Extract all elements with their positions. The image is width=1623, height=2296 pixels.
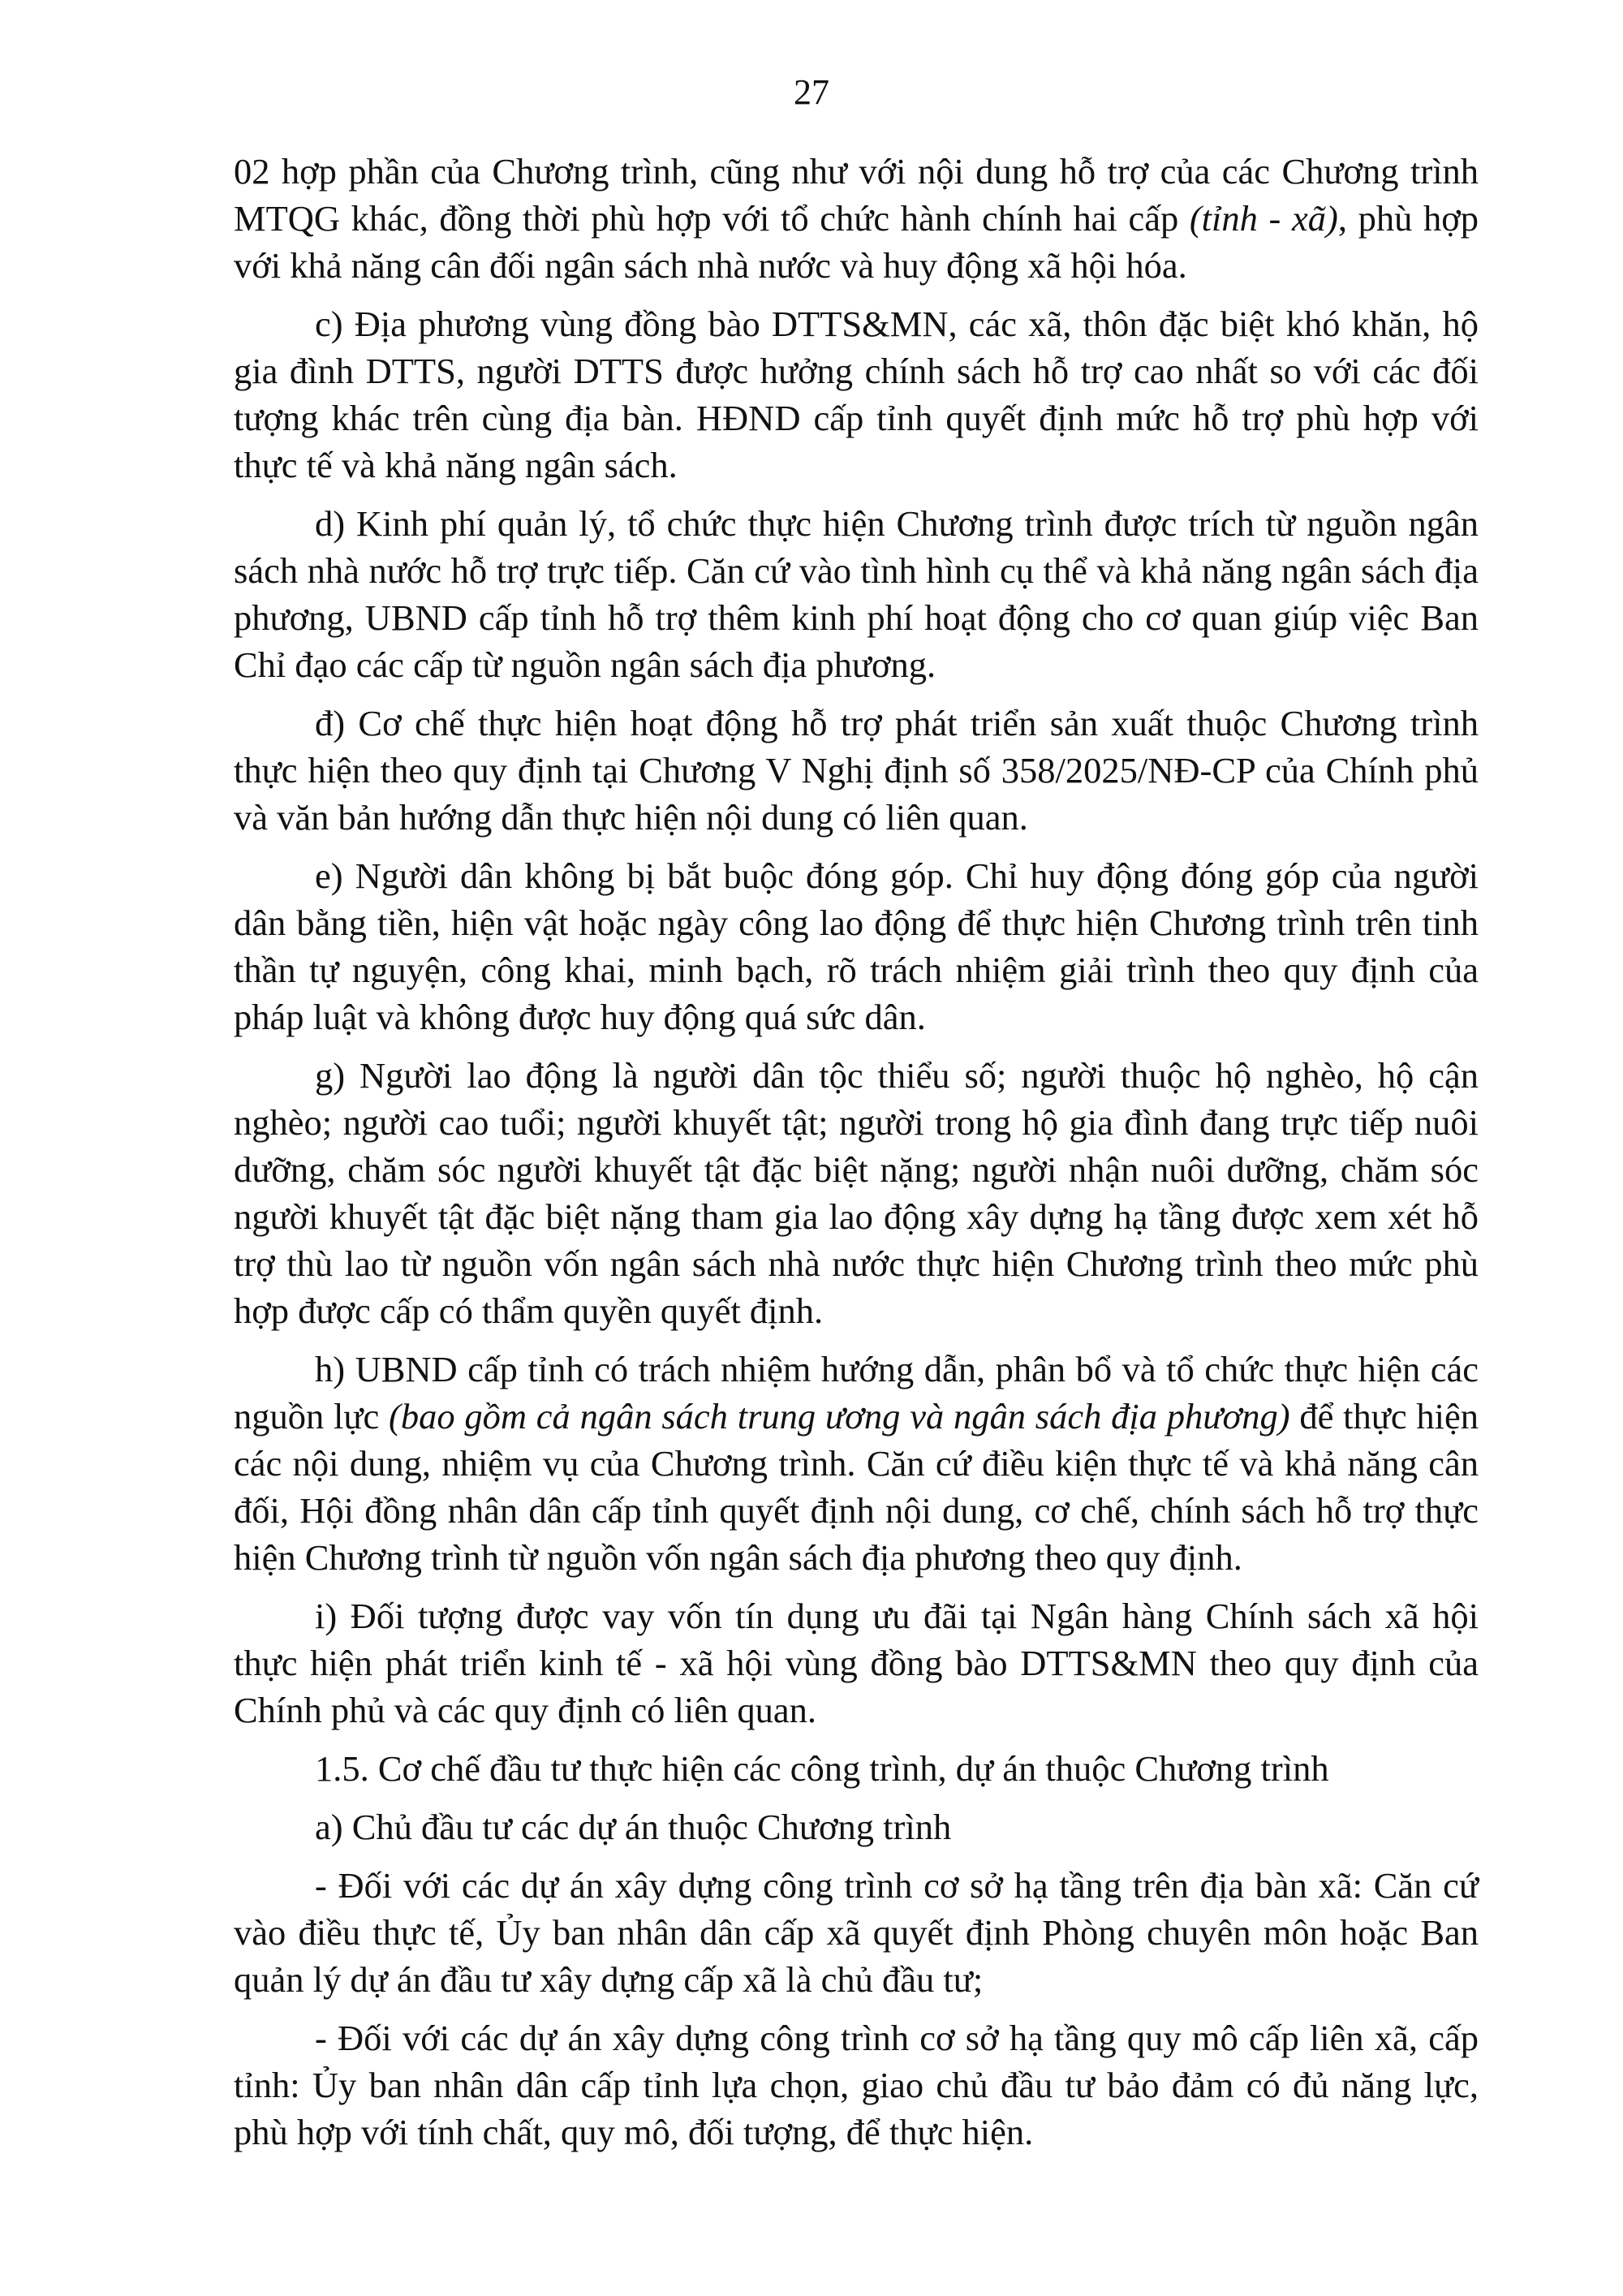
paragraph-text: đ) Cơ chế thực hiện hoạt động hỗ trợ phát triển sản xuất thuộc Chương trình thực hiện theo quy định tại Chương V Nghị định số 358/2025/NĐ-CP của Chính phủ và văn bản hướng dẫn thực hiện nội dung có liên quan. [234, 703, 1479, 838]
paragraph-text: i) Đối tượng được vay vốn tín dụng ưu đãi tại Ngân hàng Chính sách xã hội thực hiện phát triển kinh tế - xã hội vùng đồng bào DTTS&MN theo quy định của Chính phủ và các quy định có liên quan. [234, 1596, 1479, 1730]
paragraph-text: e) Người dân không bị bắt buộc đóng góp. Chỉ huy động đóng góp của người dân bằng tiền, hiện vật hoặc ngày công lao động để thực hiện Chương trình trên tinh thần tự nguyện, công khai, minh bạch, rõ trách nhiệm giải trình theo quy định của pháp luật và không được huy động quá sức dân. [234, 855, 1479, 1037]
paragraph-continuation [234, 148, 1479, 289]
paragraph-text: - Đối với các dự án xây dựng công trình cơ sở hạ tầng quy mô cấp liên xã, cấp tỉnh: Ủy ban nhân dân cấp tỉnh lựa chọn, giao chủ đầu tư bảo đảm có đủ năng lực, phù hợp với tính chất, quy mô, đối tượng, để thực hiện. [234, 2018, 1479, 2152]
paragraph-text: 1.5. Cơ chế đầu tư thực hiện các công trình, dự án thuộc Chương trình [315, 1748, 1329, 1789]
paragraph-text: c) Địa phương vùng đồng bào DTTS&MN, các xã, thôn đặc biệt khó khăn, hộ gia đình DTTS, người DTTS được hưởng chính sách hỗ trợ cao nhất so với các đối tượng khác trên cùng địa bàn. HĐND cấp tỉnh quyết định mức hỗ trợ phù hợp với thực tế và khả năng ngân sách. [234, 304, 1479, 485]
page-number: 27 [794, 72, 829, 112]
paragraph-text: , phù hợp với khả năng cân đối ngân sách nhà nước và huy động xã hội hóa. [234, 198, 1479, 286]
subsection-heading-a [234, 1803, 1479, 1850]
paragraph-text: a) Chủ đầu tư các dự án thuộc Chương trình [315, 1807, 952, 1847]
italic-note: (tỉnh - xã) [1189, 198, 1338, 239]
paragraph-item-g [234, 1052, 1479, 1334]
bullet-commune-projects [234, 1862, 1479, 2003]
paragraph-text: d) Kinh phí quản lý, tổ chức thực hiện Chương trình được trích từ nguồn ngân sách nhà nước hỗ trợ trực tiếp. Căn cứ vào tình hình cụ thể và khả năng ngân sách địa phương, UBND cấp tỉnh hỗ trợ thêm kinh phí hoạt động cho cơ quan giúp việc Ban Chỉ đạo các cấp từ nguồn ngân sách địa phương. [234, 503, 1479, 685]
paragraph-item-i [234, 1592, 1479, 1734]
paragraph-text: - Đối với các dự án xây dựng công trình cơ sở hạ tầng trên địa bàn xã: Căn cứ vào điều thực tế, Ủy ban nhân dân cấp xã quyết định Phòng chuyên môn hoặc Ban quản lý dự án đầu tư xây dựng cấp xã là chủ đầu tư; [234, 1865, 1479, 2000]
section-heading-1-5 [234, 1745, 1479, 1792]
document-body [234, 148, 1479, 2167]
paragraph-text: g) Người lao động là người dân tộc thiểu số; người thuộc hộ nghèo, hộ cận nghèo; người cao tuổi; người khuyết tật; người trong hộ gia đình đang trực tiếp nuôi dưỡng, chăm sóc người khuyết tật đặc biệt nặng; người nhận nuôi dưỡng, chăm sóc người khuyết tật đặc biệt nặng tham gia lao động xây dựng hạ tầng được xem xét hỗ trợ thù lao từ nguồn vốn ngân sách nhà nước thực hiện Chương trình theo mức phù hợp được cấp có thẩm quyền quyết định. [234, 1055, 1479, 1331]
paragraph-item-d [234, 500, 1479, 688]
paragraph-text: h) UBND cấp tỉnh có trách nhiệm hướng dẫn, phân bổ và tổ chức thực hiện các nguồn lực [234, 1349, 1479, 1437]
paragraph-item-h [234, 1346, 1479, 1581]
paragraph-item-c [234, 300, 1479, 489]
italic-note: (bao gồm cả ngân sách trung ương và ngân sách địa phương) [389, 1396, 1290, 1437]
paragraph-text: để thực hiện các nội dung, nhiệm vụ của Chương trình. Căn cứ điều kiện thực tế và khả năng cân đối, Hội đồng nhân dân cấp tỉnh quyết định nội dung, cơ chế, chính sách hỗ trợ thực hiện Chương trình từ nguồn vốn ngân sách địa phương theo quy định. [234, 1396, 1479, 1578]
bullet-province-projects [234, 2014, 1479, 2156]
paragraph-text: 02 hợp phần của Chương trình, cũng như với nội dung hỗ trợ của các Chương trình MTQG khác, đồng thời phù hợp với tổ chức hành chính hai cấp [234, 151, 1479, 239]
paragraph-item-e [234, 852, 1479, 1040]
paragraph-item-dd [234, 700, 1479, 841]
